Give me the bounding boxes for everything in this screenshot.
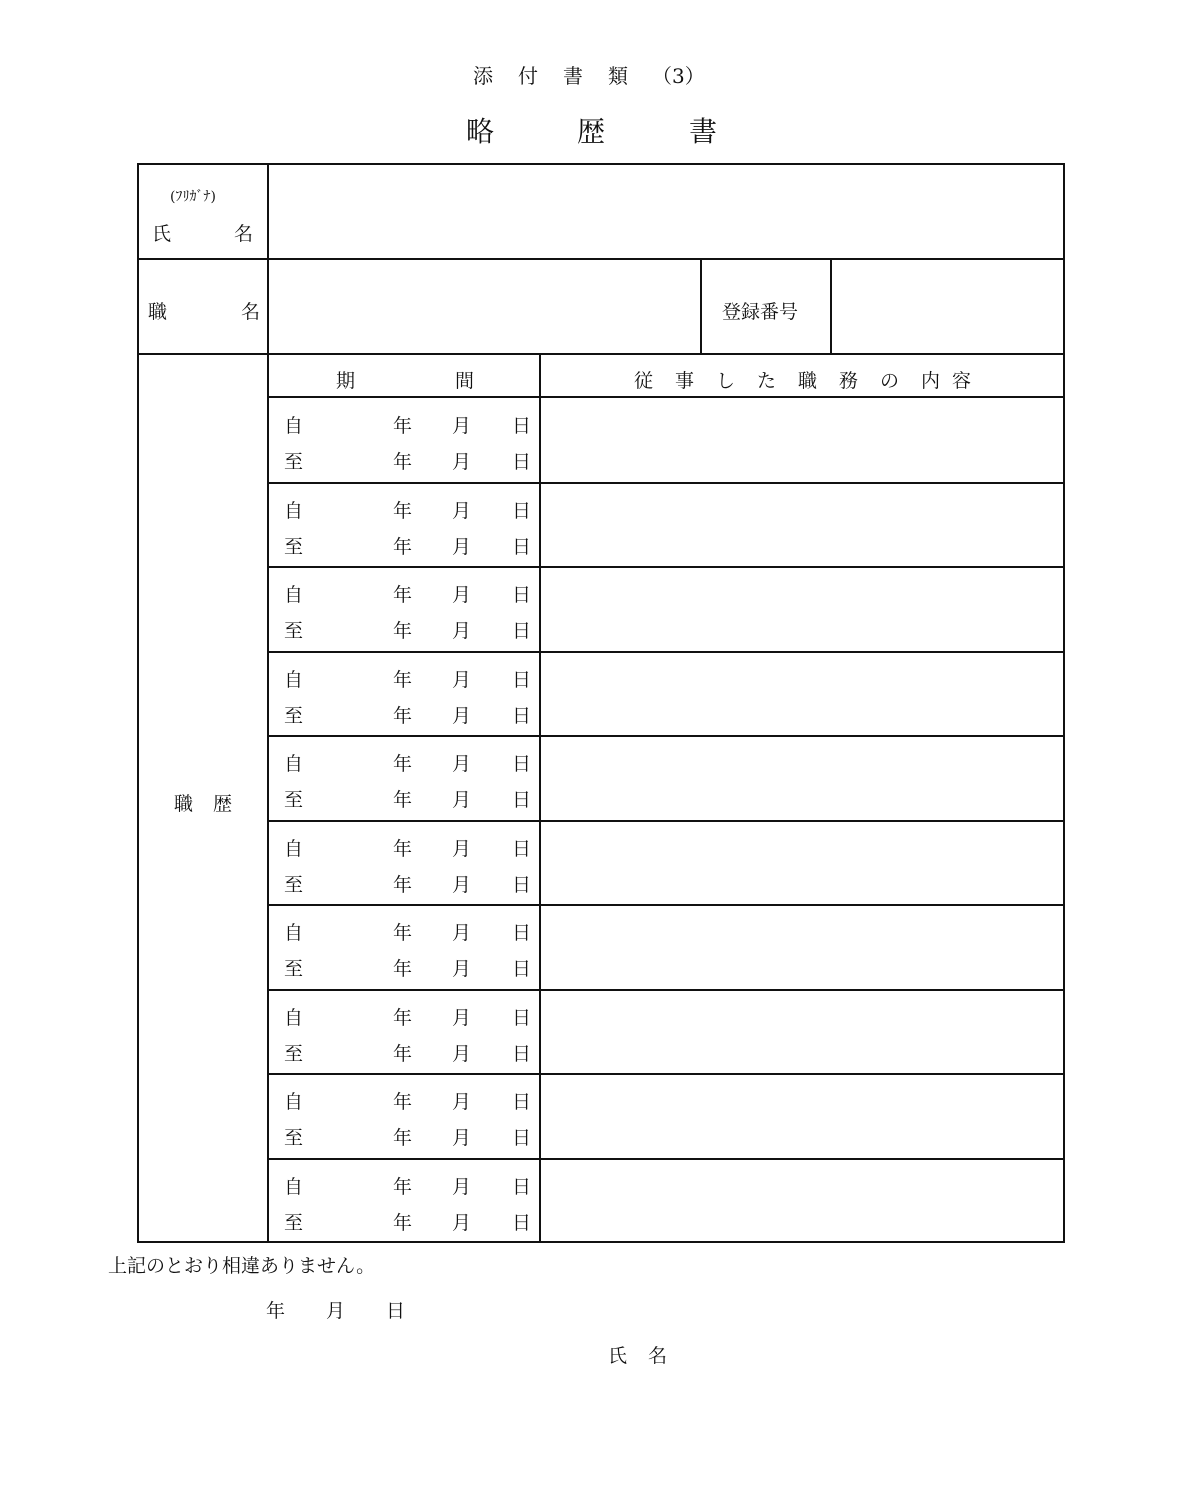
year-label: 年 <box>393 838 413 860</box>
duties-field[interactable] <box>543 906 1061 987</box>
day-label: 日 <box>512 1043 532 1065</box>
subtitle-char: （3） <box>652 64 705 88</box>
job-title-field[interactable] <box>271 262 698 351</box>
furigana-label: (ﾌﾘｶﾞﾅ) <box>170 189 216 205</box>
career-label-char: 職 <box>174 793 194 815</box>
year-label: 年 <box>393 1176 413 1198</box>
table-border <box>1063 163 1065 1243</box>
year-label: 年 <box>393 753 413 775</box>
table-border <box>137 1241 1065 1243</box>
period-header-char: 間 <box>455 370 475 392</box>
duties-field[interactable] <box>543 1075 1061 1156</box>
to-label: 至 <box>284 958 304 980</box>
title-char: 書 <box>689 115 720 148</box>
subtitle-char: 付 <box>518 64 538 88</box>
duties-field[interactable] <box>543 822 1061 903</box>
to-label: 至 <box>284 1127 304 1149</box>
year-label: 年 <box>393 584 413 606</box>
day-label: 日 <box>512 451 532 473</box>
month-label: 月 <box>452 669 472 691</box>
from-label: 自 <box>284 415 304 437</box>
name-label-char: 名 <box>234 223 254 245</box>
day-label: 日 <box>512 500 532 522</box>
from-label: 自 <box>284 1176 304 1198</box>
from-label: 自 <box>284 584 304 606</box>
duties-header-char: 事 <box>675 370 695 392</box>
certification-text: 上記のとおり相違ありません。 <box>108 1255 376 1277</box>
column-divider <box>700 258 702 355</box>
day-label: 日 <box>512 1007 532 1029</box>
month-label: 月 <box>452 705 472 727</box>
to-label: 至 <box>284 1212 304 1234</box>
year-label: 年 <box>393 1007 413 1029</box>
duties-header-char: 従 <box>634 370 654 392</box>
month-label: 月 <box>452 584 472 606</box>
row-divider <box>137 258 1065 260</box>
subtitle-char: 添 <box>473 64 493 88</box>
duties-header-char: の <box>880 370 900 392</box>
month-label: 月 <box>452 1043 472 1065</box>
month-label: 月 <box>452 1007 472 1029</box>
from-label: 自 <box>284 669 304 691</box>
month-label: 月 <box>452 789 472 811</box>
duties-header-char: し <box>716 370 736 392</box>
from-label: 自 <box>284 922 304 944</box>
day-label: 日 <box>512 1091 532 1113</box>
to-label: 至 <box>284 536 304 558</box>
to-label: 至 <box>284 1043 304 1065</box>
subtitle-char: 書 <box>563 64 583 88</box>
day-label: 日 <box>512 705 532 727</box>
day-label: 日 <box>512 669 532 691</box>
footer-date-char: 年 <box>266 1300 286 1322</box>
column-divider <box>267 163 269 1243</box>
month-label: 月 <box>452 1212 472 1234</box>
month-label: 月 <box>452 922 472 944</box>
duties-field[interactable] <box>543 399 1061 480</box>
month-label: 月 <box>452 415 472 437</box>
duties-field[interactable] <box>543 991 1061 1072</box>
month-label: 月 <box>452 753 472 775</box>
day-label: 日 <box>512 789 532 811</box>
footer-date-char: 月 <box>326 1300 346 1322</box>
month-label: 月 <box>452 500 472 522</box>
from-label: 自 <box>284 500 304 522</box>
signature-label-char: 氏 <box>608 1345 628 1367</box>
year-label: 年 <box>393 669 413 691</box>
to-label: 至 <box>284 705 304 727</box>
job-title-label-char: 職 <box>148 301 168 323</box>
to-label: 至 <box>284 620 304 642</box>
month-label: 月 <box>452 620 472 642</box>
to-label: 至 <box>284 874 304 896</box>
year-label: 年 <box>393 620 413 642</box>
year-label: 年 <box>393 789 413 811</box>
year-label: 年 <box>393 451 413 473</box>
from-label: 自 <box>284 1007 304 1029</box>
year-label: 年 <box>393 1127 413 1149</box>
year-label: 年 <box>393 705 413 727</box>
from-label: 自 <box>284 838 304 860</box>
job-title-label-char: 名 <box>241 301 261 323</box>
year-label: 年 <box>393 500 413 522</box>
registration-label: 登録番号 <box>722 301 799 323</box>
duties-field[interactable] <box>543 1160 1061 1241</box>
day-label: 日 <box>512 874 532 896</box>
column-divider <box>830 258 832 355</box>
year-label: 年 <box>393 415 413 437</box>
day-label: 日 <box>512 838 532 860</box>
day-label: 日 <box>512 584 532 606</box>
title-char: 歴 <box>577 115 608 148</box>
name-field[interactable] <box>271 167 1061 256</box>
month-label: 月 <box>452 536 472 558</box>
name-label-char: 氏 <box>152 223 172 245</box>
duties-field[interactable] <box>543 653 1061 734</box>
day-label: 日 <box>512 620 532 642</box>
day-label: 日 <box>512 753 532 775</box>
registration-number-field[interactable] <box>834 262 1061 351</box>
row-divider <box>137 353 1065 355</box>
duties-header-char: 容 <box>952 370 972 392</box>
year-label: 年 <box>393 1212 413 1234</box>
duties-header-char: 内 <box>921 370 941 392</box>
duties-header-char: 職 <box>798 370 818 392</box>
footer-date-char: 日 <box>386 1300 406 1322</box>
duties-header-char: 務 <box>839 370 859 392</box>
signature-label-char: 名 <box>648 1345 668 1367</box>
month-label: 月 <box>452 1176 472 1198</box>
year-label: 年 <box>393 874 413 896</box>
day-label: 日 <box>512 958 532 980</box>
column-divider <box>539 353 541 1243</box>
title-char: 略 <box>466 115 497 148</box>
year-label: 年 <box>393 958 413 980</box>
to-label: 至 <box>284 789 304 811</box>
day-label: 日 <box>512 415 532 437</box>
table-border <box>137 163 139 1243</box>
month-label: 月 <box>452 874 472 896</box>
row-divider <box>267 396 1065 398</box>
period-header-char: 期 <box>336 370 356 392</box>
subtitle-char: 類 <box>608 64 628 88</box>
table-border <box>137 163 1065 165</box>
year-label: 年 <box>393 922 413 944</box>
year-label: 年 <box>393 1091 413 1113</box>
month-label: 月 <box>452 451 472 473</box>
duties-field[interactable] <box>543 737 1061 818</box>
year-label: 年 <box>393 1043 413 1065</box>
duties-field[interactable] <box>543 484 1061 565</box>
day-label: 日 <box>512 1176 532 1198</box>
career-label-char: 歴 <box>213 793 233 815</box>
month-label: 月 <box>452 1127 472 1149</box>
month-label: 月 <box>452 958 472 980</box>
to-label: 至 <box>284 451 304 473</box>
day-label: 日 <box>512 1127 532 1149</box>
day-label: 日 <box>512 536 532 558</box>
year-label: 年 <box>393 536 413 558</box>
from-label: 自 <box>284 1091 304 1113</box>
day-label: 日 <box>512 1212 532 1234</box>
duties-header-char: た <box>757 370 777 392</box>
month-label: 月 <box>452 838 472 860</box>
month-label: 月 <box>452 1091 472 1113</box>
day-label: 日 <box>512 922 532 944</box>
duties-field[interactable] <box>543 568 1061 649</box>
from-label: 自 <box>284 753 304 775</box>
